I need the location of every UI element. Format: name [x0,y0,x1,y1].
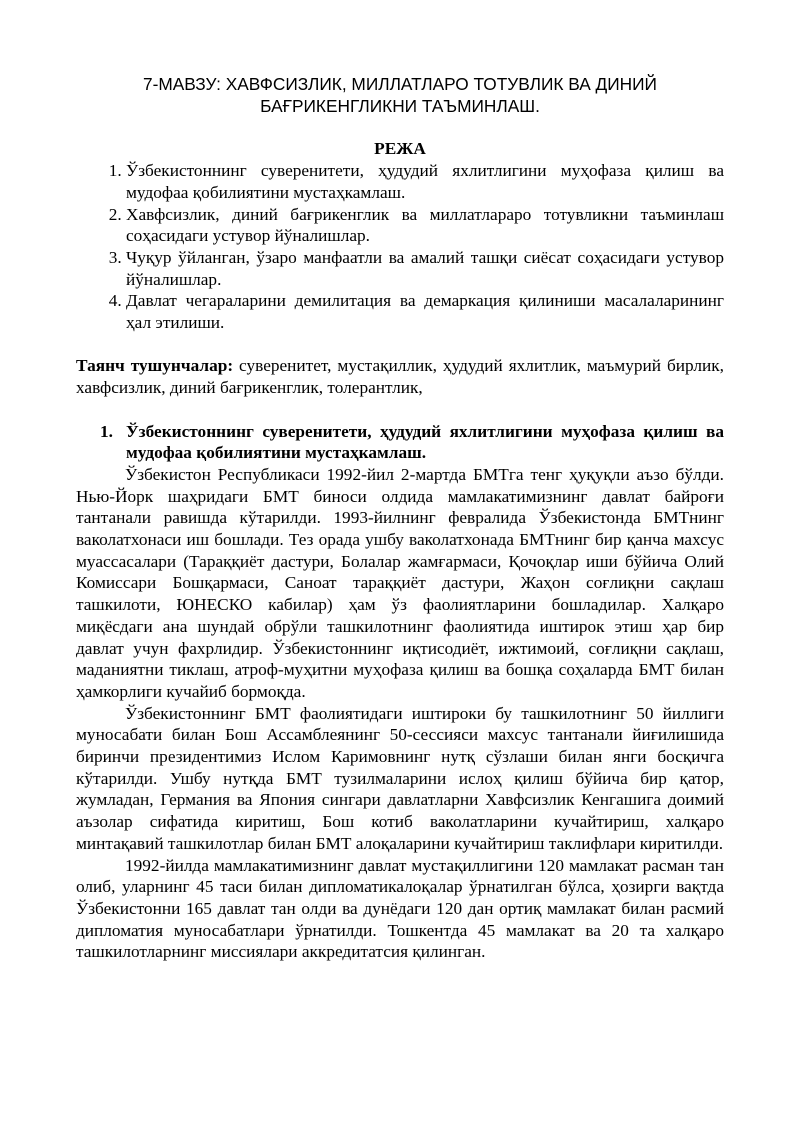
body-paragraph: Ўзбекистон Республикаси 1992-йил 2-мартда БМТга тенг ҳуқуқли аъзо бўлди. Нью-Йорк шаҳридаги БМТ биноси олдида мамлакатимизнинг давлат байроғи тантанали равишда кўтарилди. 1993-йилнинг февралида Ўзбекистонда БМТнинг ваколатхонаси иш бошлади. Тез орада ушбу ваколатхонада БМТнинг бир қанча махсус муассасалари (Тараққиёт дастури, Болалар жамғармаси, Қочоқлар иши бўйича Олий Комиссари Бошқармаси, Саноат тараққиёт дастури, Жаҳон соғлиқни сақлаш ташкилоти, ЮНЕСКО кабилар) ҳам ўз фаолиятларини бошладилар. Халқаро миқёсдаги ана шундай обрўли ташкилотнинг фаолиятида иштирок этиш ҳар бир давлат учун фахрлидир. Ўзбекистоннинг иқтисодиёт, ижтимоий, соғлиқни сақлаш, маданиятни тиклаш, атроф-муҳитни муҳофаза қилиш ва бошқа соҳаларда БМТ билан ҳамкорлиги кучайиб бормоқда. [76,464,724,701]
keywords-text: суверенитет, мустақиллик, ҳудудий яхлитлик, маъмурий бирлик, хавфсизлик, диний бағрикенглик, толерантлик, [76,356,724,398]
plan-item: 1. Ўзбекистоннинг суверенитети, ҳудудий яхлитлигини муҳофаза қилиш ва мудофаа қобилиятини мустаҳкамлаш. [126,160,724,203]
body-paragraph: Ўзбекистоннинг БМТ фаолиятидаги иштироки бу ташкилотнинг 50 йиллиги муносабати билан Бош Ассамблеянинг 50-сессияси махсус тантанали йиғилишида биринчи президентимиз Ислом Каримовнинг нутқ сўзлаши билан янги босқичга кўтарилди. Ушбу нутқда БМТ тузилмаларини ислоҳ қилиш бўйича бир қатор, жумладан, Германия ва Япония сингари давлатларни Хавфсизлик Кенгашига доимий аъзолар сифатида киритиш, Бош котиб ваколатларини кучайтириш, халқаро минтақавий ташкилотлар билан БМТ алоқаларини кучайтириш таклифлари киритилди. [76,703,724,853]
keywords-label: Таянч тушунчалар: [76,356,234,376]
plan-item: 3. Чуқур ўйланган, ўзаро манфаатли ва амалий ташқи сиёсат соҳасидаги устувор йўналишлар. [126,247,724,290]
page-title: 7-МАВЗУ: ХАВФСИЗЛИК, МИЛЛАТЛАРО ТОТУВЛИК ВА ДИНИЙ БАҒРИКЕНГЛИКНИ ТАЪМИНЛАШ. [143,74,657,116]
section-heading [76,421,724,464]
section-number: 1. [100,421,113,441]
plan-item: 2. Хавфсизлик, диний бағрикенглик ва миллатлараро тотувликни таъминлаш соҳасидаги устувор йўналишлар. [126,204,724,247]
body-paragraph: 1992-йилда мамлакатимизнинг давлат мустақиллигини 120 мамлакат расман тан олиб, уларнинг 45 таси билан дипломатикалоқалар ўрнатилган бўлса, ҳозирги вақтда Ўзбекистонни 165 давлат тан олди ва дунёдаги 120 дан ортиқ мамлакат билан расмий дипломатия муносабатлари ўрнатилди. Тошкентда 45 мамлакат ва 20 та халқаро ташкилотларнинг миссиялари аккредитатсия қилинган. [76,855,724,962]
plan-list [76,160,724,334]
plan-item: 4. Давлат чегараларини демилитация ва демаркация қилиниши масалаларининг ҳал этилиши. [126,290,724,333]
keywords-paragraph [76,355,724,398]
section-title: Ўзбекистоннинг суверенитети, ҳудудий яхлитлигини муҳофаза қилиш ва мудофаа қобилиятини мустаҳкамлаш. [126,421,724,463]
plan-heading: РЕЖА [374,139,426,159]
document-page [76,74,724,963]
